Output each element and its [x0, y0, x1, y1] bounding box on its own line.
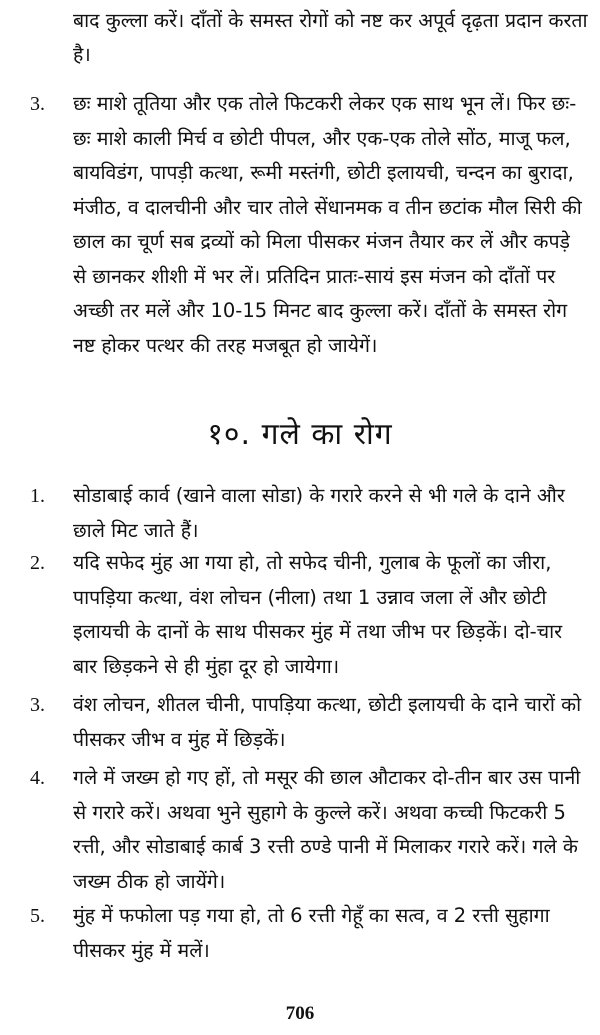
item-number: 2. — [30, 552, 45, 574]
item-number: 4. — [30, 767, 45, 789]
continuation-paragraph: बाद कुल्ला करें। दाँतों के समस्त रोगों को नष्ट कर अपूर्व दृढ़ता प्रदान करता है। — [73, 9, 588, 66]
item-text: यदि सफेद मुंह आ गया हो, तो सफेद चीनी, गुलाब के फूलों का जीरा, पापड़िया कत्था, वंश लोचन (नीला) तथा 1 उन्नाव जला लें और छोटी इलायची के दानों के साथ पीसकर मुंह में तथा जीभ पर छिड़कें। दो-चार बार छिड़कने से ही मुंहा दूर हो जायेगा। — [73, 551, 563, 678]
item-number: 3. — [30, 93, 45, 115]
list-item — [30, 761, 590, 899]
item-text: वंश लोचन, शीतल चीनी, पापड़िया कत्था, छोटी इलायची के दाने चारों को पीसकर जीभ व मुंह में छिड़कें। — [73, 693, 582, 751]
page-number: 706 — [285, 1003, 315, 1024]
list-item — [30, 899, 590, 968]
section-heading: १०. गले का रोग — [207, 417, 393, 452]
list-item — [30, 479, 590, 548]
item-text: छः माशे तूतिया और एक तोले फिटकरी लेकर एक साथ भून लें। फिर छः-छः माशे काली मिर्च व छोटी पीपल, और एक-एक तोले सोंठ, माजू फल, बायविडंग, पापड़ी कत्था, रूमी मस्तंगी, छोटी इलायची, चन्दन का बुरादा, मंजीठ, व दालचीनी और चार तोले सेंधानमक व तीन छटांक मौल सिरी की छाल का चूर्ण सब द्रव्यों को मिला पीसकर मंजन तैयार कर लें और कपड़े से छानकर शीशी में भर लें। प्रतिदिन प्रातः-सायं इस मंजन को दाँतों पर अच्छी तर मलें और 10-15 मिनट बाद कुल्ला करें। दाँतों के समस्त रोग नष्ट होकर पत्थर की तरह मजबूत हो जायेगें। — [73, 92, 582, 357]
list-item-3-tooth-powder — [30, 87, 590, 363]
item-text: मुंह में फफोला पड़ गया हो, तो 6 रत्ती गेहूँ का सत्व, व 2 रत्ती सुहागा पीसकर मुंह में मलें। — [73, 904, 550, 962]
item-number: 5. — [30, 905, 45, 927]
item-number: 3. — [30, 694, 45, 716]
item-number: 1. — [30, 485, 45, 507]
item-text: सोडाबाई कार्व (खाने वाला सोडा) के गरारे करने से भी गले के दाने और छाले मिट जाते हैं। — [73, 484, 565, 542]
list-item — [30, 688, 590, 757]
item-text: गले में जख्म हो गए हों, तो मसूर की छाल औटाकर दो-तीन बार उस पानी से गरारे करें। अथवा भुने सुहागे के कुल्ले करें। अथवा कच्ची फिटकरी 5 रत्ती, और सोडाबाई कार्ब 3 रत्ती ठण्डे पानी में मिलाकर गरारे करें। गले के जख्म ठीक हो जायेंगे। — [73, 766, 581, 893]
list-item — [30, 546, 590, 684]
